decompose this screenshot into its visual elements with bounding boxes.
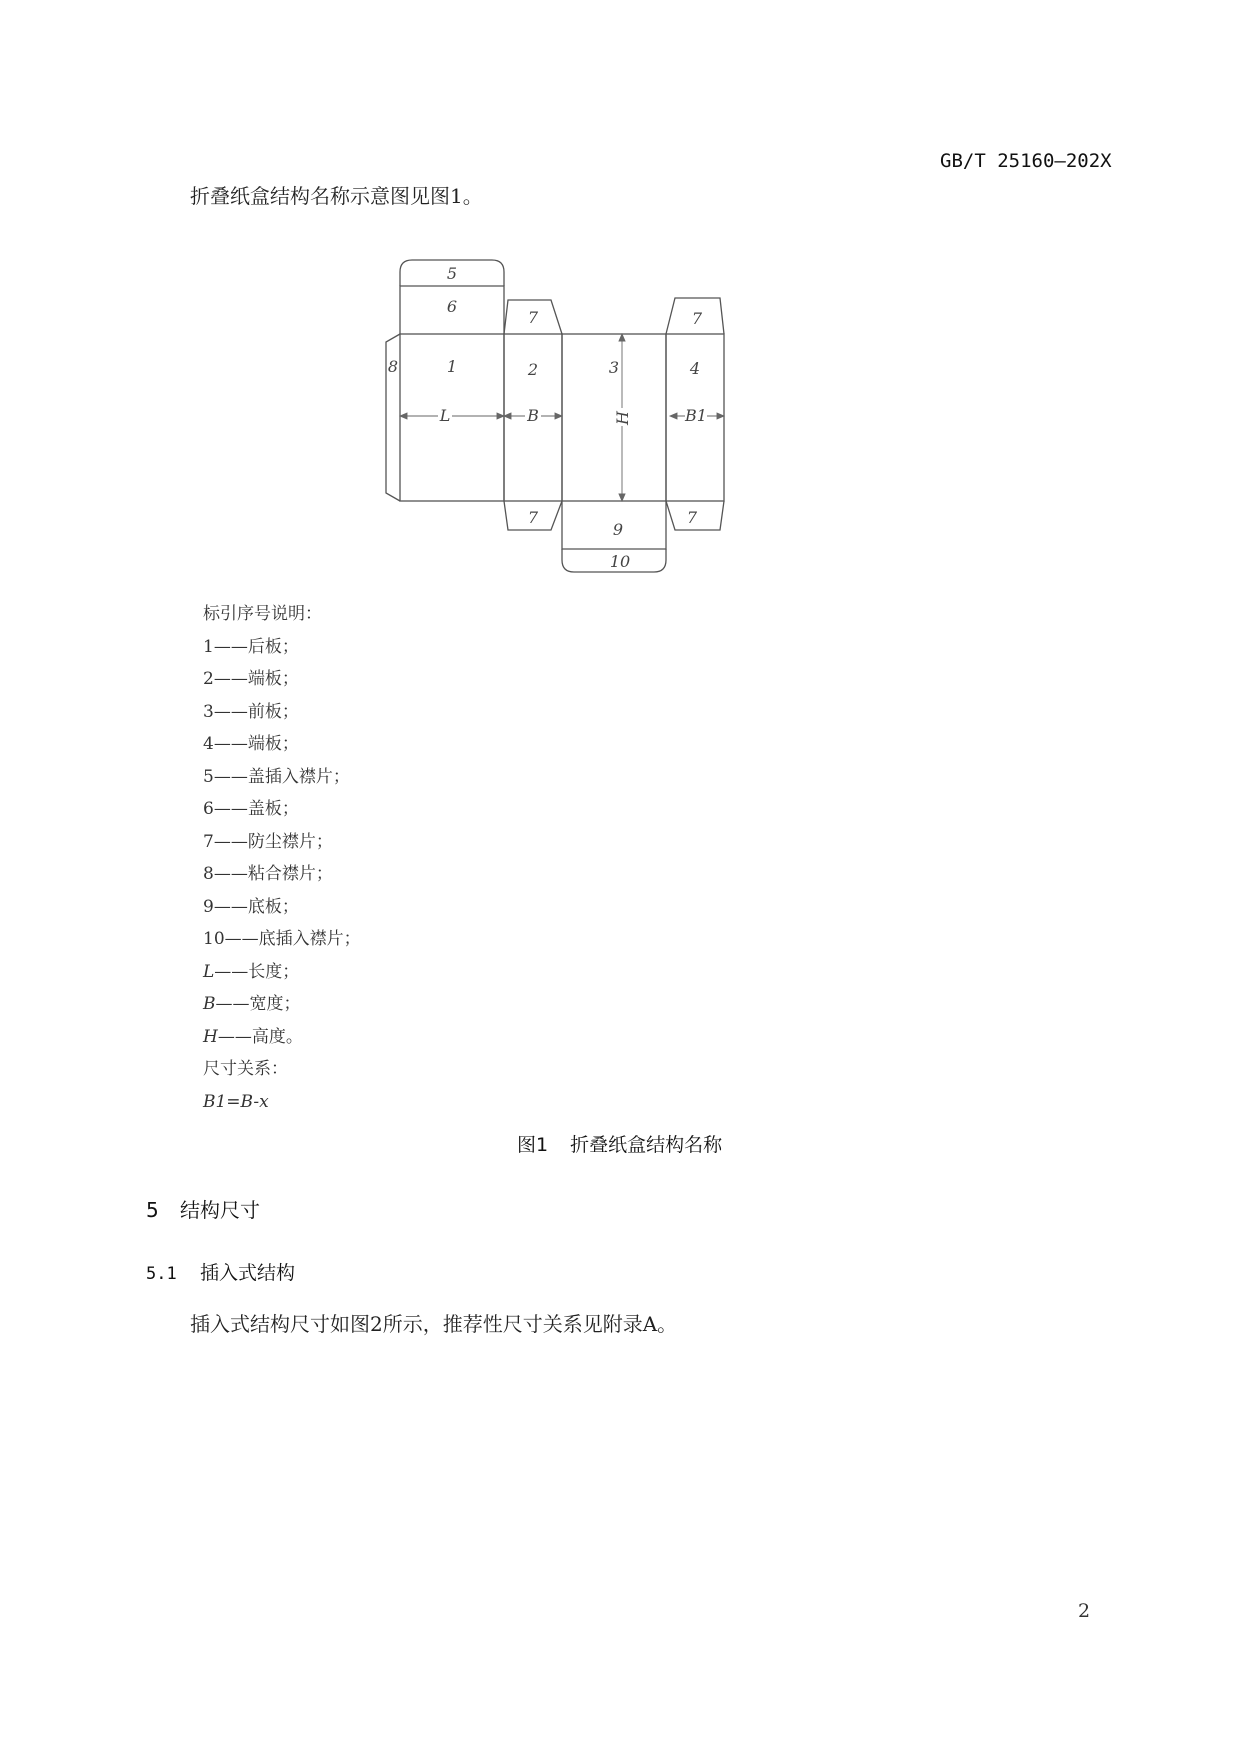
label-L: L bbox=[439, 406, 451, 425]
label-3: 3 bbox=[608, 358, 620, 377]
legend-item: 6——盖板； bbox=[203, 799, 299, 819]
section-title: 结构尺寸 bbox=[180, 1198, 260, 1222]
subsection-heading bbox=[146, 1258, 295, 1285]
label-7-bottom-right: 7 bbox=[686, 508, 698, 527]
section-number: 5 bbox=[146, 1198, 159, 1222]
intro-paragraph: 折叠纸盒结构名称示意图见图1。 bbox=[190, 184, 483, 208]
label-7-top-left: 7 bbox=[527, 308, 539, 327]
figure-legend bbox=[203, 598, 361, 1118]
legend-item: H——高度。 bbox=[203, 1026, 303, 1047]
legend-title: 标引序号说明： bbox=[203, 604, 322, 624]
label-8: 8 bbox=[387, 357, 399, 376]
legend-item: L——长度； bbox=[203, 961, 300, 982]
body-paragraph: 插入式结构尺寸如图2所示，推荐性尺寸关系见附录A。 bbox=[190, 1312, 678, 1336]
figure-caption bbox=[517, 1130, 722, 1157]
relation-title: 尺寸关系： bbox=[203, 1059, 288, 1079]
figure-number: 图1 bbox=[517, 1134, 549, 1156]
legend-item: 2——端板； bbox=[203, 669, 299, 689]
label-7-top-right: 7 bbox=[691, 309, 703, 328]
legend-item: 10——底插入襟片； bbox=[203, 929, 361, 949]
legend-item: 8——粘合襟片； bbox=[203, 864, 333, 884]
legend-item: 3——前板； bbox=[203, 701, 299, 722]
label-7-bottom-left: 7 bbox=[527, 508, 539, 527]
relation-formula: B1=B-x bbox=[203, 1091, 269, 1112]
label-B1: B1 bbox=[685, 406, 707, 425]
page-number: 2 bbox=[1078, 1600, 1091, 1622]
legend-item: 4——端板； bbox=[203, 734, 299, 754]
legend-item: 7——防尘襟片； bbox=[203, 831, 333, 852]
section-heading bbox=[146, 1194, 260, 1223]
label-5: 5 bbox=[446, 264, 458, 283]
label-9: 9 bbox=[612, 520, 624, 539]
label-B: B bbox=[527, 406, 539, 425]
legend-item: 1——后板； bbox=[203, 636, 299, 657]
label-10: 10 bbox=[609, 552, 631, 571]
subsection-title: 插入式结构 bbox=[200, 1262, 296, 1284]
legend-item: 9——底板； bbox=[203, 896, 299, 917]
subsection-number: 5.1 bbox=[146, 1264, 177, 1284]
label-4: 4 bbox=[689, 359, 701, 378]
label-1: 1 bbox=[446, 357, 458, 376]
legend-item: 5——盖插入襟片； bbox=[203, 766, 350, 787]
legend-item: B——宽度； bbox=[203, 994, 301, 1014]
document-code: GB/T 25160—202X bbox=[940, 150, 1112, 172]
label-2: 2 bbox=[527, 360, 539, 379]
label-H: H bbox=[613, 411, 632, 425]
label-6: 6 bbox=[446, 297, 458, 316]
carton-structure-diagram bbox=[380, 250, 740, 586]
figure-title: 折叠纸盒结构名称 bbox=[570, 1134, 723, 1156]
